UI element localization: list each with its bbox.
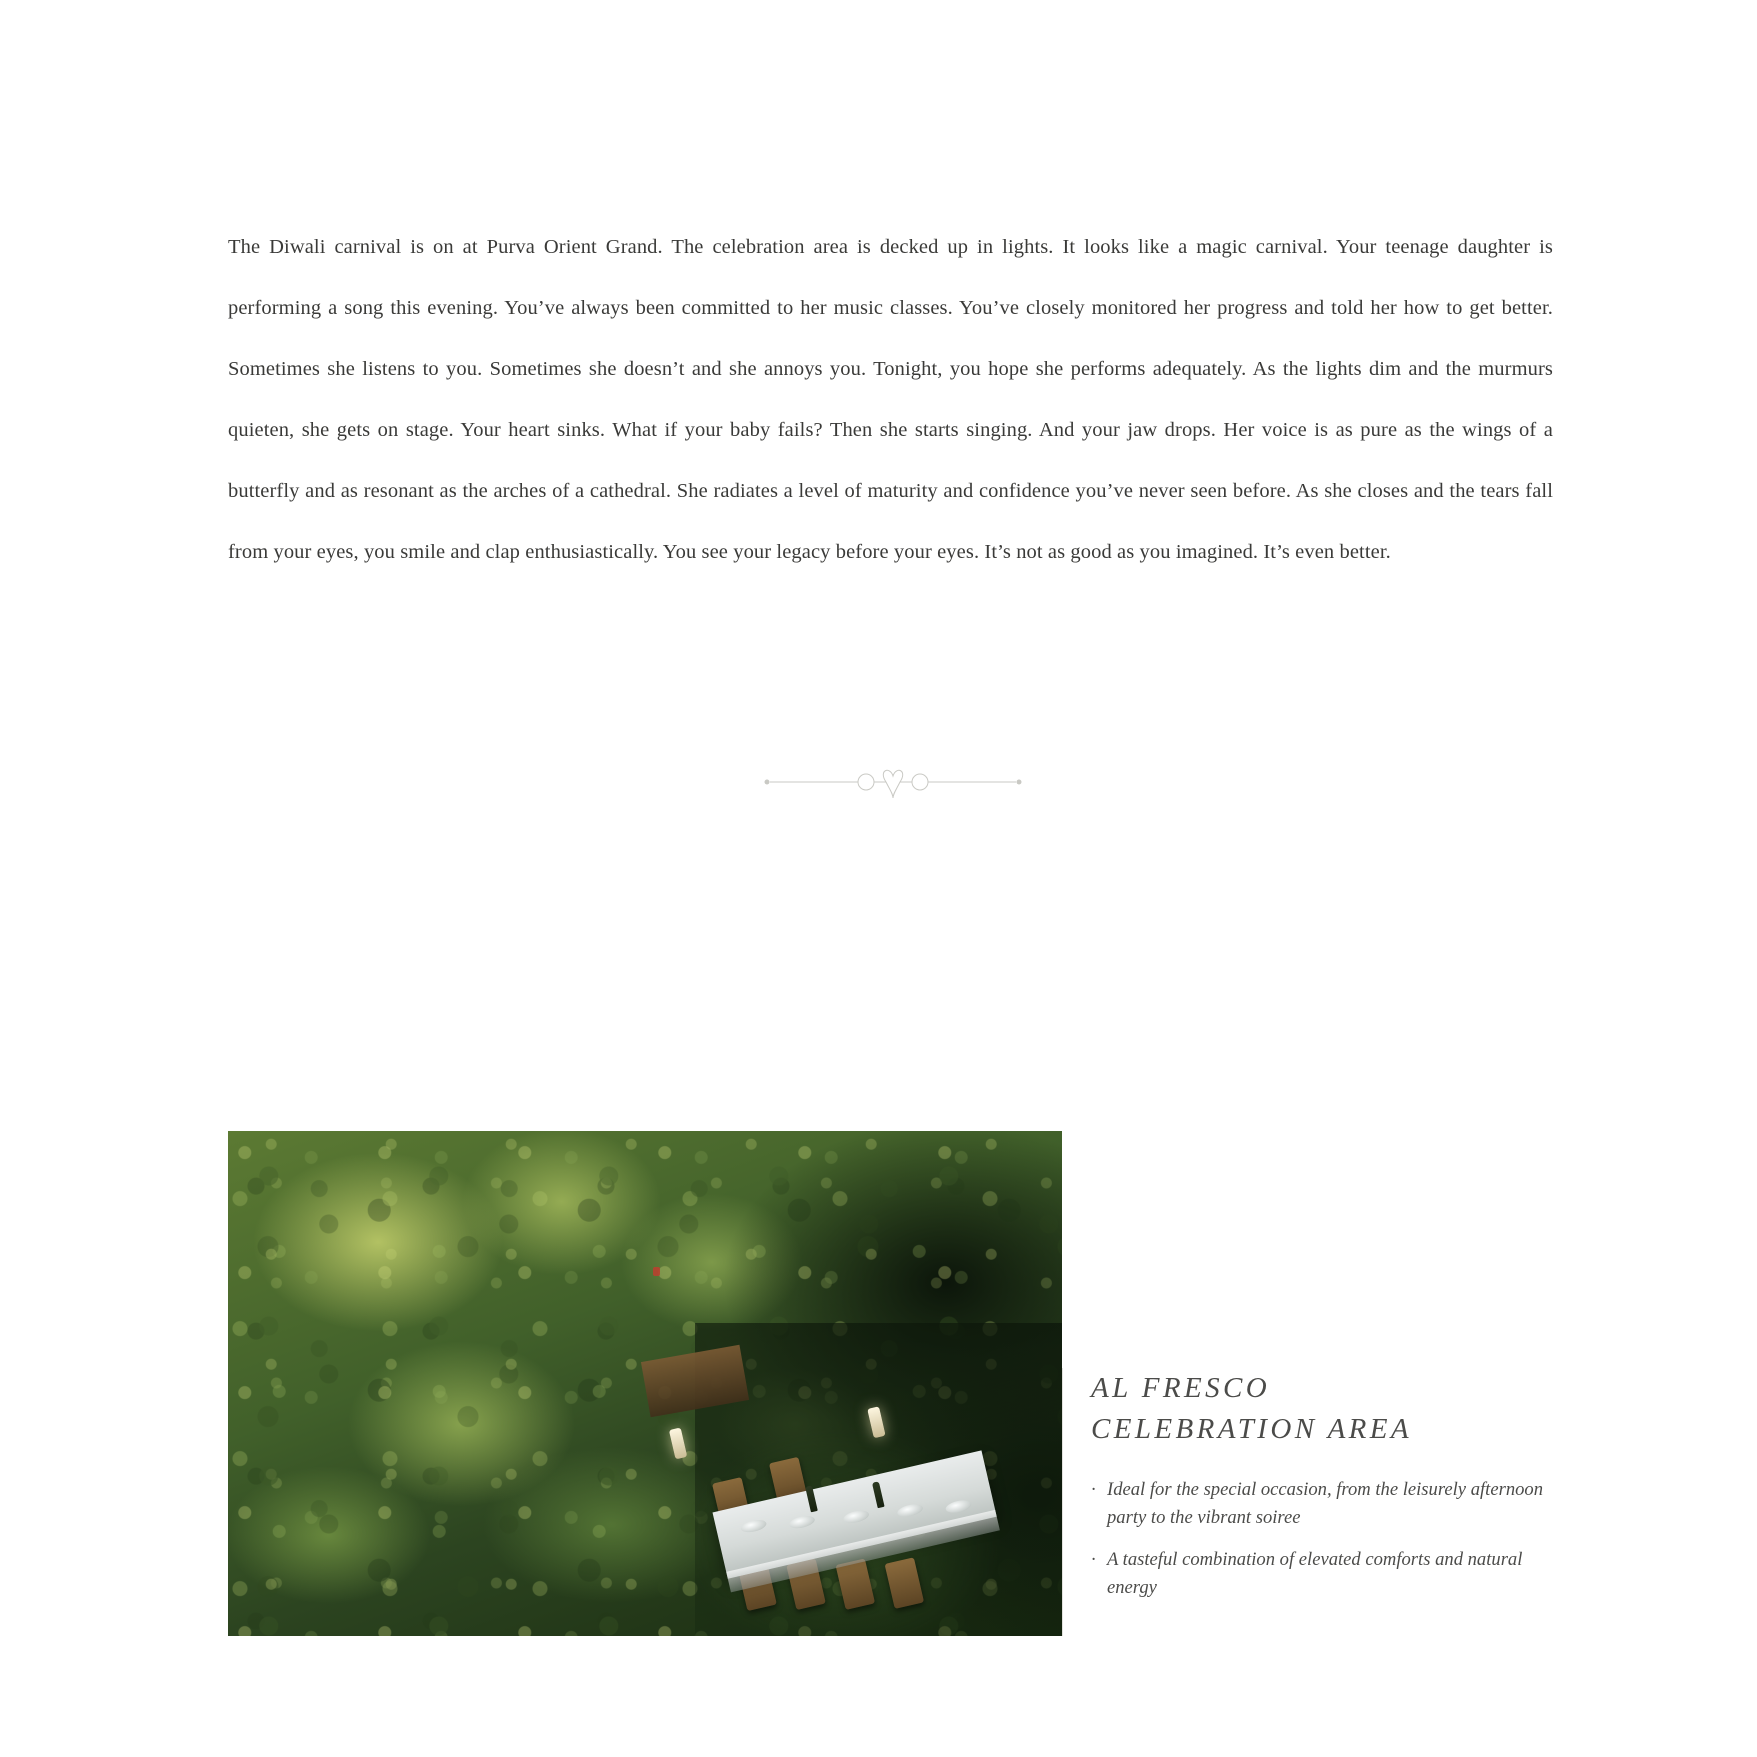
list-item [1091,1476,1561,1532]
bullet-marker: · [1091,1549,1096,1570]
celebration-area-photo [228,1131,1062,1636]
narrative-paragraph: The Diwali carnival is on at Purva Orient Grand. The celebration area is decked up in lights. It looks like a magic carnival. Your teenage daughter is performing a song this evening. You’ve always been committed to her music classes. You’ve closely monitored her progress and told her how to get better. Sometimes she listens to you. Sometimes she doesn’t and she annoys you. Tonight, you hope she performs adequately. As the lights dim and the murmurs quieten, she gets on stage. Your heart sinks. What if your baby fails? Then she starts singing. And your jaw drops. Her voice is as pure as the wings of a butterfly and as resonant as the arches of a cathedral. She radiates a level of maturity and confidence you’ve never seen before. As she closes and the tears fall from your eyes, you smile and clap enthusiastically. You see your legacy before your eyes. It’s not as good as you imagined. It’s even better. [228,235,1553,563]
photo-chair [884,1557,924,1609]
bullet-marker: · [1091,1479,1096,1500]
feature-caption [1091,1368,1561,1616]
ornamental-flourish-divider [762,762,1024,802]
photo-red-accent [653,1267,660,1276]
list-item-text: A tasteful combination of elevated comforts and natural energy [1107,1549,1523,1598]
list-item [1091,1546,1561,1602]
feature-bullet-list [1091,1476,1561,1602]
feature-title [1091,1368,1561,1450]
caption-divider-rule [1062,1368,1063,1636]
feature-title-line-2: CELEBRATION AREA [1091,1413,1413,1445]
feature-title-line-1: AL FRESCO [1091,1372,1271,1404]
list-item-text: Ideal for the special occasion, from the leisurely afternoon party to the vibrant soiree [1107,1479,1544,1528]
